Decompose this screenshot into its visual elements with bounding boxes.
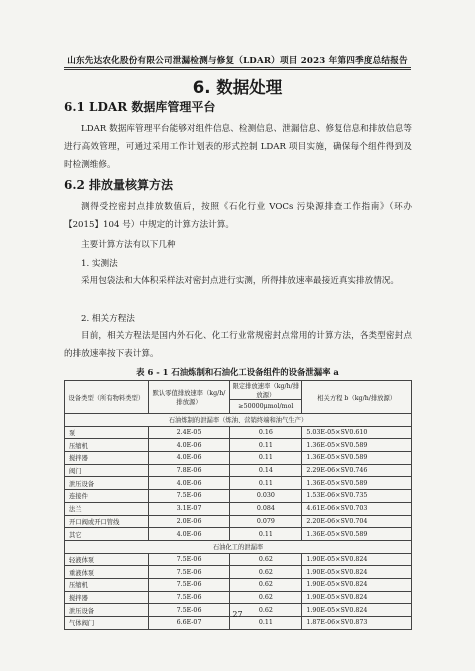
equipment-type-cell: 阀门 bbox=[65, 464, 149, 477]
zero-rate-cell: 7.5E-06 bbox=[148, 566, 230, 579]
limit-rate-cell: 0.11 bbox=[230, 617, 302, 630]
limit-rate-cell: 0.62 bbox=[230, 566, 302, 579]
table-caption: 表 6 - 1 石油炼制和石油化工设备组件的设备泄漏率 a bbox=[136, 367, 339, 377]
equation-cell: 1.87E-06×SV0.873 bbox=[302, 617, 412, 630]
leak-rate-table bbox=[64, 380, 412, 630]
table-row bbox=[65, 426, 412, 439]
equipment-type-cell: 压缩机 bbox=[65, 578, 149, 591]
table-row bbox=[65, 591, 412, 604]
equipment-type-cell: 气体阀门 bbox=[65, 617, 149, 630]
equipment-type-cell: 轻液体泵 bbox=[65, 553, 149, 566]
equation-cell: 1.90E-05×SV0.824 bbox=[302, 566, 412, 579]
equipment-type-cell: 法兰 bbox=[65, 502, 149, 515]
equipment-type-cell: 泵 bbox=[65, 426, 149, 439]
header-correlation-equation: 相关方程 b（kg/h/排放源） bbox=[302, 381, 412, 414]
table-row bbox=[65, 464, 412, 477]
equipment-type-cell: 泄压设备 bbox=[65, 604, 149, 617]
table-row bbox=[65, 490, 412, 503]
page-number: 27 bbox=[232, 610, 243, 619]
method-2-heading: 2. 相关方程法 bbox=[81, 314, 135, 324]
zero-rate-cell: 7.8E-06 bbox=[148, 464, 230, 477]
zero-rate-cell: 7.5E-06 bbox=[148, 604, 230, 617]
equation-cell: 1.90E-05×SV0.824 bbox=[302, 591, 412, 604]
limit-rate-cell: 0.16 bbox=[230, 426, 302, 439]
section-6-1-title: 6.1 LDAR 数据库管理平台 bbox=[64, 100, 216, 114]
header-limit-threshold: ≥50000μmol/mol bbox=[230, 400, 302, 414]
equipment-type-cell: 压缩机 bbox=[65, 439, 149, 452]
table-row bbox=[65, 502, 412, 515]
zero-rate-cell: 4.0E-06 bbox=[148, 452, 230, 465]
section-6-2-paragraph-1: 测得受控密封点排放数值后，按照《石化行业 VOCs 污染源排查工作指南》（环办【2015】104 号）中规定的计算方法计算。 bbox=[64, 202, 412, 230]
header-default-zero-rate: 默认零值排放速率（kg/h/排放源） bbox=[148, 381, 230, 414]
chapter-title: 6. 数据处理 bbox=[192, 78, 283, 97]
section-6-2-title: 6.2 排放量核算方法 bbox=[64, 178, 174, 192]
method-1-heading: 1. 实测法 bbox=[81, 259, 118, 269]
equipment-type-cell: 连接件 bbox=[65, 490, 149, 503]
header-equipment-type: 设备类型（所有物料类型） bbox=[65, 381, 149, 414]
group-petrochemical-heading: 石油化工的泄漏率 bbox=[65, 540, 412, 553]
table-row bbox=[65, 439, 412, 452]
zero-rate-cell: 3.1E-07 bbox=[148, 502, 230, 515]
zero-rate-cell: 2.4E-05 bbox=[148, 426, 230, 439]
table-body bbox=[65, 381, 412, 630]
equipment-type-cell: 重液体泵 bbox=[65, 566, 149, 579]
zero-rate-cell: 7.5E-06 bbox=[148, 591, 230, 604]
limit-rate-cell: 0.62 bbox=[230, 591, 302, 604]
equation-cell: 1.36E-05×SV0.589 bbox=[302, 439, 412, 452]
methods-intro: 主要计算方法有以下几种 bbox=[81, 240, 176, 250]
equipment-type-cell: 开口阀或开口管线 bbox=[65, 515, 149, 528]
table-row bbox=[65, 553, 412, 566]
limit-rate-cell: 0.14 bbox=[230, 464, 302, 477]
limit-rate-cell: 0.030 bbox=[230, 490, 302, 503]
limit-rate-cell: 0.079 bbox=[230, 515, 302, 528]
equation-cell: 1.53E-06×SV0.735 bbox=[302, 490, 412, 503]
table-row bbox=[65, 477, 412, 490]
equipment-type-cell: 其它 bbox=[65, 528, 149, 541]
equipment-type-cell: 搅拌器 bbox=[65, 591, 149, 604]
limit-rate-cell: 0.084 bbox=[230, 502, 302, 515]
equation-cell: 1.90E-05×SV0.824 bbox=[302, 578, 412, 591]
table-row bbox=[65, 452, 412, 465]
header-limit-rate: 限定排放速率（kg/h/排放源） bbox=[230, 381, 302, 400]
equation-cell: 1.90E-05×SV0.824 bbox=[302, 553, 412, 566]
equipment-type-cell: 泄压设备 bbox=[65, 477, 149, 490]
limit-rate-cell: 0.62 bbox=[230, 578, 302, 591]
header-rule-thin bbox=[64, 69, 411, 70]
zero-rate-cell: 2.0E-06 bbox=[148, 515, 230, 528]
zero-rate-cell: 4.0E-06 bbox=[148, 528, 230, 541]
equation-cell: 1.36E-05×SV0.589 bbox=[302, 528, 412, 541]
page-header: 山东先达农化股份有限公司泄漏检测与修复（LDAR）项目 2023 年第四季度总结报告 bbox=[67, 56, 408, 66]
equation-cell: 4.61E-06×SV0.703 bbox=[302, 502, 412, 515]
zero-rate-cell: 4.0E-06 bbox=[148, 439, 230, 452]
equation-cell: 1.90E-05×SV0.824 bbox=[302, 604, 412, 617]
equipment-type-cell: 搅拌器 bbox=[65, 452, 149, 465]
equation-cell: 2.29E-06×SV0.746 bbox=[302, 464, 412, 477]
group-refining-heading: 石油炼制的泄漏率（炼油、营销终端和油气生产） bbox=[65, 414, 412, 427]
header-rule bbox=[64, 67, 411, 68]
table-row bbox=[65, 566, 412, 579]
equation-cell: 2.20E-06×SV0.704 bbox=[302, 515, 412, 528]
limit-rate-cell: 0.11 bbox=[230, 477, 302, 490]
section-6-1-paragraph: LDAR 数据库管理平台能够对组件信息、检测信息、泄漏信息、修复信息和排放信息等进行高效管理，可通过采用工作计划表的形式控制 LDAR 项目实施，确保每个组件得到及时检测维修。 bbox=[64, 124, 412, 170]
equation-cell: 1.36E-05×SV0.589 bbox=[302, 477, 412, 490]
limit-rate-cell: 0.62 bbox=[230, 553, 302, 566]
limit-rate-cell: 0.11 bbox=[230, 528, 302, 541]
limit-rate-cell: 0.62 bbox=[230, 604, 302, 617]
method-2-paragraph: 目前，相关方程法是国内外石化、化工行业常规密封点常用的计算方法，各类型密封点的排放速率按下表计算。 bbox=[64, 331, 412, 359]
equation-cell: 5.03E-05×SV0.610 bbox=[302, 426, 412, 439]
zero-rate-cell: 4.0E-06 bbox=[148, 477, 230, 490]
limit-rate-cell: 0.11 bbox=[230, 439, 302, 452]
equation-cell: 1.36E-05×SV0.589 bbox=[302, 452, 412, 465]
table-row bbox=[65, 528, 412, 541]
table-row bbox=[65, 515, 412, 528]
table-row bbox=[65, 578, 412, 591]
zero-rate-cell: 6.6E-07 bbox=[148, 617, 230, 630]
zero-rate-cell: 7.5E-06 bbox=[148, 553, 230, 566]
method-1-paragraph: 采用包袋法和大体积采样法对密封点进行实测，所得排放速率最接近真实排放情况。 bbox=[81, 276, 399, 286]
zero-rate-cell: 7.5E-06 bbox=[148, 578, 230, 591]
limit-rate-cell: 0.11 bbox=[230, 452, 302, 465]
zero-rate-cell: 7.5E-06 bbox=[148, 490, 230, 503]
